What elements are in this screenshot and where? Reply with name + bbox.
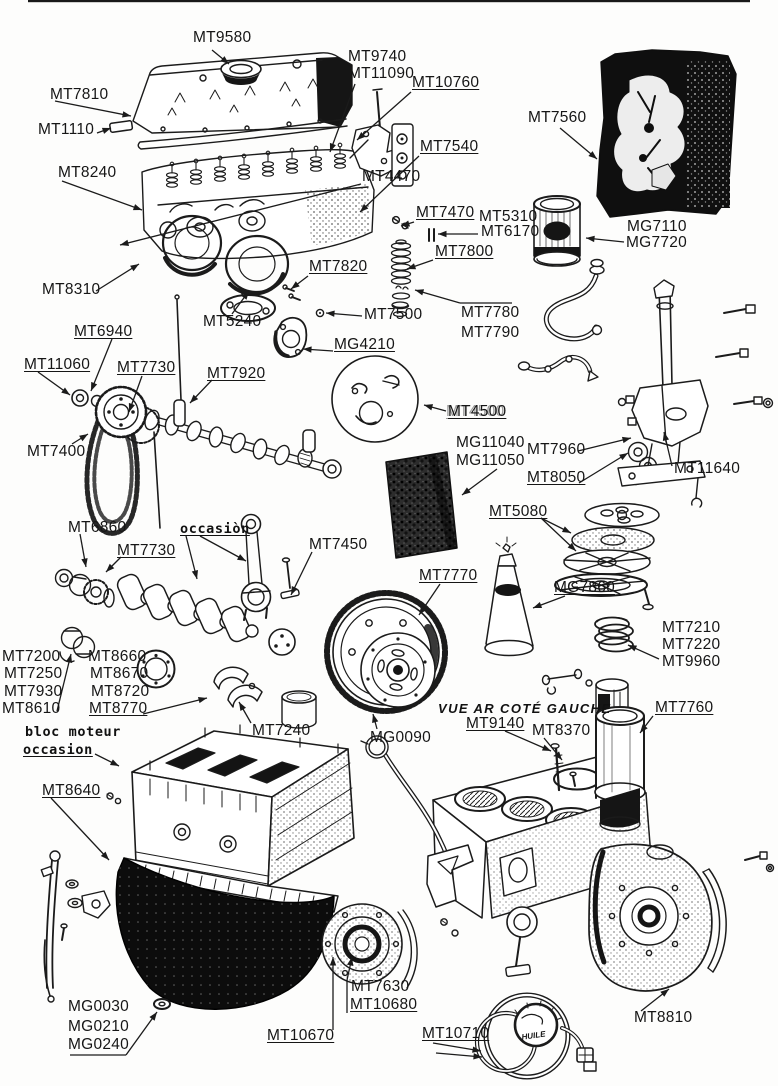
part-label-mt4500: MT4500: [448, 403, 507, 420]
part-label-mt11060: MT11060: [24, 356, 91, 373]
leader-arrowhead-38: [66, 654, 72, 663]
leader-arrowhead-30: [562, 526, 571, 533]
part-label-mt7770: MT7770: [419, 567, 478, 584]
cable-tag-text: HUILE: [520, 1029, 547, 1042]
part-label-mt7730a: MT7730: [117, 359, 176, 376]
part-label-mt8310: MT8310: [42, 281, 101, 298]
part-label-mt10710: MT10710: [422, 1025, 490, 1042]
part-label-mt7810: MT7810: [50, 86, 109, 103]
part-label-mt8610: MT8610: [2, 700, 61, 717]
leader-arrowhead-41: [237, 554, 246, 561]
leader-arrowhead-40: [192, 570, 198, 579]
part-label-mt10680: MT10680: [350, 996, 418, 1013]
leader-arrowhead-9: [401, 220, 410, 226]
leader-arrowhead-11: [407, 263, 416, 269]
part-label-mt8370: MT8370: [532, 722, 591, 739]
leader-arrowhead-42: [291, 586, 298, 595]
part-label-mt8670: MT8670: [90, 665, 149, 682]
part-label-mt4470: MT4470: [362, 168, 421, 185]
leader-line-38: [57, 654, 71, 711]
part-label-mt7730b: MT7730: [117, 542, 176, 559]
leader-line-7: [120, 184, 361, 245]
leader-line-5: [357, 92, 411, 140]
part-label-mt7250: MT7250: [4, 665, 63, 682]
leader-arrowhead-26: [462, 487, 471, 495]
part-label-mt8660: MT8660: [88, 648, 147, 665]
part-label-mt7790: MT7790: [461, 324, 520, 341]
leader-arrowhead-32: [419, 606, 426, 615]
leader-arrowhead-1: [122, 111, 131, 117]
leader-arrowhead-22: [129, 403, 135, 412]
part-label-mt11640: MT11640: [674, 460, 741, 477]
leader-arrowhead-51: [330, 957, 336, 966]
leader-arrowhead-50: [149, 1012, 157, 1021]
leader-arrowhead-45: [110, 759, 119, 766]
leader-line-1: [55, 101, 131, 116]
part-label-bloc-moteur: bloc moteur: [25, 724, 122, 740]
part-label-mt8770: MT8770: [89, 700, 148, 717]
part-label-mg7110: MG7110: [627, 218, 687, 235]
leader-arrowhead-2: [102, 128, 111, 134]
leader-arrowhead-25: [424, 404, 433, 410]
leader-arrowhead-33: [533, 602, 542, 608]
leader-line-4: [330, 84, 355, 152]
leader-arrowhead-15: [241, 291, 249, 300]
leader-line-39: [143, 698, 207, 714]
part-label-mt11090: MT11090: [348, 65, 415, 82]
part-label-mt1110: MT1110: [38, 121, 95, 138]
leader-arrowhead-4: [330, 143, 336, 152]
leader-line-6: [360, 156, 419, 212]
part-label-mt8810: MT8810: [634, 1009, 693, 1026]
leader-arrowhead-28: [619, 453, 628, 460]
part-label-mg7720: MG7720: [626, 234, 687, 251]
part-label-mg0090: MG0090: [370, 729, 431, 746]
part-label-mt5080: MT5080: [489, 503, 548, 520]
leader-arrowhead-54: [472, 1046, 481, 1052]
leader-arrowhead-47: [239, 702, 246, 711]
part-label-mt7540: MT7540: [420, 138, 479, 155]
part-label-mt9740: MT9740: [348, 48, 407, 65]
part-label-mt8720: MT8720: [91, 683, 150, 700]
leader-line-3: [62, 181, 142, 210]
part-label-mt10760: MT10760: [412, 74, 480, 91]
part-label-mt7470: MT7470: [416, 204, 475, 221]
leader-arrowhead-10: [438, 231, 447, 237]
leader-arrowhead-18: [415, 289, 424, 295]
part-label-mt10670: MT10670: [267, 1027, 335, 1044]
leader-arrowhead-19: [303, 346, 312, 352]
part-label-mt8050: MT8050: [527, 469, 586, 486]
leader-arrowhead-39: [198, 697, 207, 703]
part-label-mt7800: MT7800: [435, 243, 494, 260]
part-label-mt5310: MT5310: [479, 208, 538, 225]
leader-arrowhead-13: [291, 281, 300, 289]
part-label-mt9960: MT9960: [662, 653, 721, 670]
part-label-occasion2: occasion: [23, 742, 93, 758]
leader-arrowhead-3: [133, 204, 142, 210]
leader-arrowhead-27: [622, 437, 631, 443]
part-label-mt7630: MT7630: [351, 978, 410, 995]
part-label-mg7860: MG7860: [554, 579, 615, 596]
part-label-mt8240: MT8240: [58, 164, 117, 181]
part-label-mt7400: MT7400: [27, 443, 86, 460]
leader-arrowhead-48: [372, 714, 378, 723]
part-label-mt7780: MT7780: [461, 304, 520, 321]
part-label-mt9580: MT9580: [193, 29, 252, 46]
leader-arrowhead-21: [61, 387, 70, 395]
part-label-mt7210: MT7210: [662, 619, 721, 636]
part-label-mt6940: MT6940: [74, 323, 133, 340]
leader-arrowhead-14: [130, 264, 139, 271]
part-label-mt8640: MT8640: [42, 782, 101, 799]
part-label-mt6860: MT6860: [68, 519, 127, 536]
part-label-mt7930: MT7930: [4, 683, 63, 700]
part-label-mg0210: MG0210: [68, 1018, 129, 1035]
leader-arrowhead-12: [586, 236, 595, 242]
part-label-occasion1: occasiòn: [180, 521, 250, 537]
part-label-mt7960: MT7960: [527, 441, 586, 458]
part-label-mt9140: MT9140: [466, 715, 525, 732]
part-label-mt7450: MT7450: [309, 536, 368, 553]
leader-line-46: [51, 798, 109, 860]
part-label-mt7920: MT7920: [207, 365, 266, 382]
leader-arrowhead-24: [79, 434, 88, 441]
leader-arrowhead-53: [347, 957, 353, 966]
leader-arrowhead-37: [640, 724, 648, 733]
part-label-mg0030: MG0030: [68, 998, 129, 1015]
leader-arrowhead-43: [81, 558, 87, 567]
part-label-vue-ar: VUE AR COTÉ GAUCHE: [438, 701, 612, 716]
part-label-mt7760: MT7760: [655, 699, 714, 716]
leader-arrowhead-34: [628, 645, 637, 651]
part-label-mt6170: MT6170: [481, 223, 540, 240]
part-label-mg0240: MG0240: [68, 1036, 129, 1053]
part-label-mt7500: MT7500: [364, 306, 423, 323]
leader-arrowhead-7: [120, 240, 129, 246]
leader-arrowhead-20: [91, 382, 97, 391]
part-label-mt7200: MT7200: [2, 648, 61, 665]
part-label-mt7820: MT7820: [309, 258, 368, 275]
leader-line-28: [579, 453, 628, 483]
part-label-mg11040: MG11040: [456, 434, 525, 451]
part-label-mt7560: MT7560: [528, 109, 587, 126]
part-label-mt7240: MT7240: [252, 722, 311, 739]
part-label-mt5240: MT5240: [203, 313, 262, 330]
part-label-mt7220: MT7220: [662, 636, 721, 653]
part-label-mg11050: MG11050: [456, 452, 525, 469]
part-label-mg4210: MG4210: [334, 336, 395, 353]
